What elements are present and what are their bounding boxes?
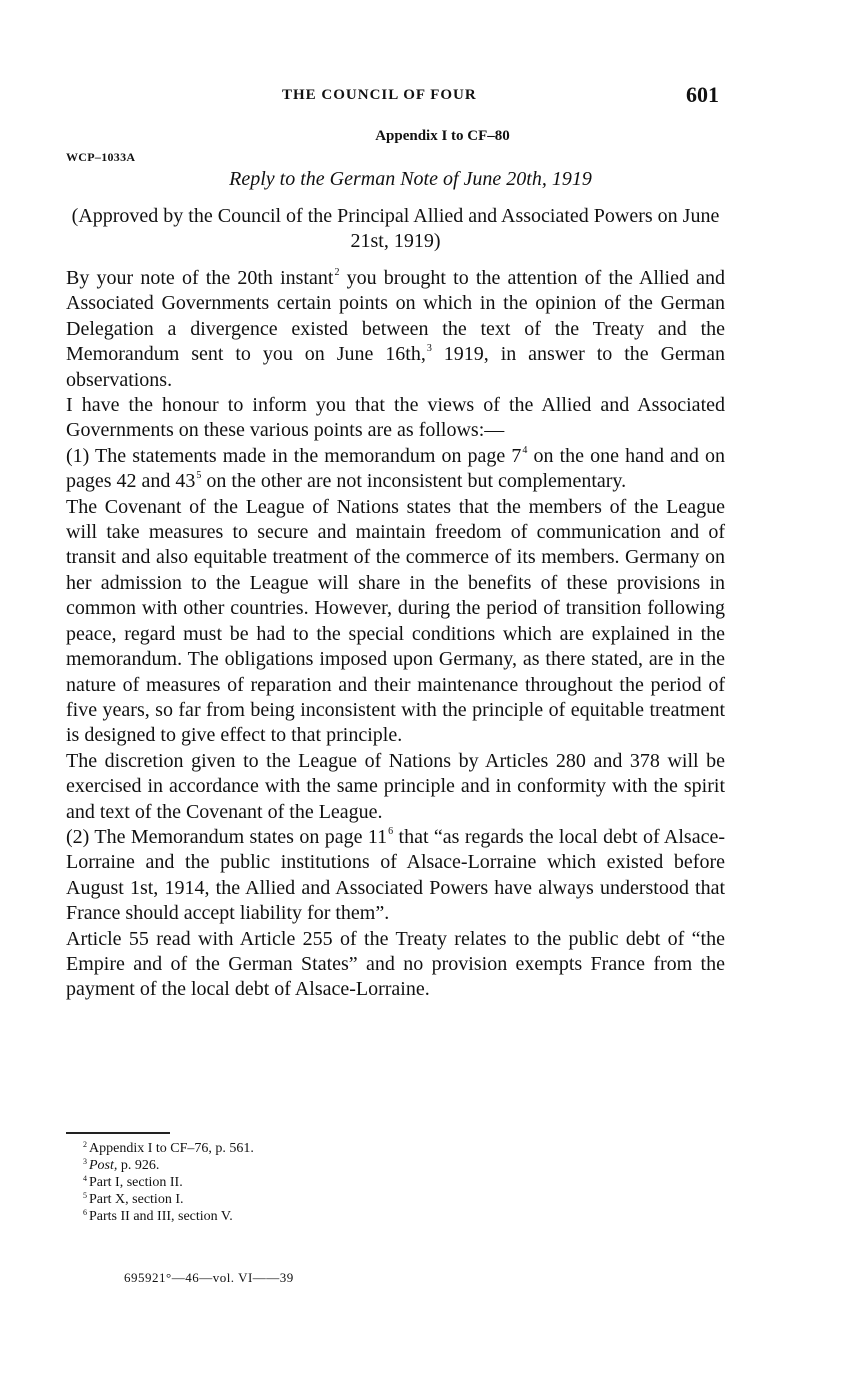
page-number: 601 — [686, 82, 719, 107]
footnote-rule — [66, 1132, 170, 1134]
approval-note: (Approved by the Council of the Principal Allied and Associated Powers on June 21st, 1919) — [71, 205, 720, 252]
footnote-ref: 2 — [334, 267, 340, 278]
footnote: $^3$ Post, p. 926. — [83, 1157, 160, 1173]
paragraph: The discretion given to the League of Nations by Articles 280 and 378 will be exercised in accordance with the same principle and in conformity with the spirit and text of the Covenant of the League. — [66, 749, 725, 823]
printer-mark: 695921°—46—vol. VI——39 — [124, 1270, 294, 1285]
paragraph: (1) The statements made in the memorandum on page $7^4$ on the one hand and on pages 42 and $43^5$ on the other are not inconsistent but complementary. — [66, 444, 725, 493]
paragraph: The Covenant of the League of Nations states that the members of the League will take measures to secure and maintain freedom of communication and of transit and also equitable treatment of the commerce of its members. Germany on her admission to the League will share in the benefits of these provisions in common with other countries. However, during the period of transition following peace, regard must be had to the special conditions which are explained in the memorandum. The obligations imposed upon Germany, as there stated, are in the nature of measures of reparation and their maintenance throughout the period of five years, so far from being inconsistent with the principle of equitable treatment is designed to give effect to that principle. — [66, 495, 725, 747]
footnote: $^4$ Part I, section II. — [83, 1174, 183, 1190]
footnote-ref: 5 — [196, 470, 202, 482]
footnote: $^6$ Parts II and III, section V. — [83, 1208, 233, 1224]
appendix-label: Appendix I to CF–80 — [375, 128, 510, 144]
footnote-ref: 6 — [388, 825, 394, 837]
paragraph: I have the honour to inform you that the views of the Allied and Associated Governments on these various points are as follows:— — [66, 394, 725, 442]
document-title: Reply to the German Note of June 20th, 1919 — [229, 168, 592, 190]
running-title: THE COUNCIL OF FOUR — [282, 87, 477, 103]
paragraph: Article 55 read with Article 255 of the Treaty relates to the public debt of “the Empire and of the German States” and no provision exempts France from the payment of the local debt of Alsace-Lorraine. — [66, 927, 725, 1001]
footnote: $^2$ Appendix I to CF–76, p. 561. — [83, 1140, 254, 1156]
footnotes — [82, 1140, 254, 1225]
body-text — [66, 266, 725, 1003]
paragraph: By your note of the 20th instant$^2$ you brought to the attention of the Allied and Associated Governments certain points on which in the opinion of the German Delegation a divergence existed between the text of the Treaty and the Memorandum sent to you on June 16th,$^3$ 1919, in answer to the German observations. — [66, 267, 726, 391]
page-header — [0, 84, 850, 108]
footnote: $^5$ Part X, section I. — [83, 1191, 184, 1207]
document-code: WCP–1033A — [66, 150, 136, 164]
paragraph: (2) The Memorandum states on page $11^6$ that “as regards the local debt of Alsace-Lorraine and the public institutions of Alsace-Lorraine which existed before August 1st, 1914, the Allied and Associated Powers have always understood that France should accept liability for them”. — [66, 825, 725, 925]
footnote-ref: 4 — [522, 444, 528, 456]
footnote-ref: 3 — [426, 343, 432, 355]
